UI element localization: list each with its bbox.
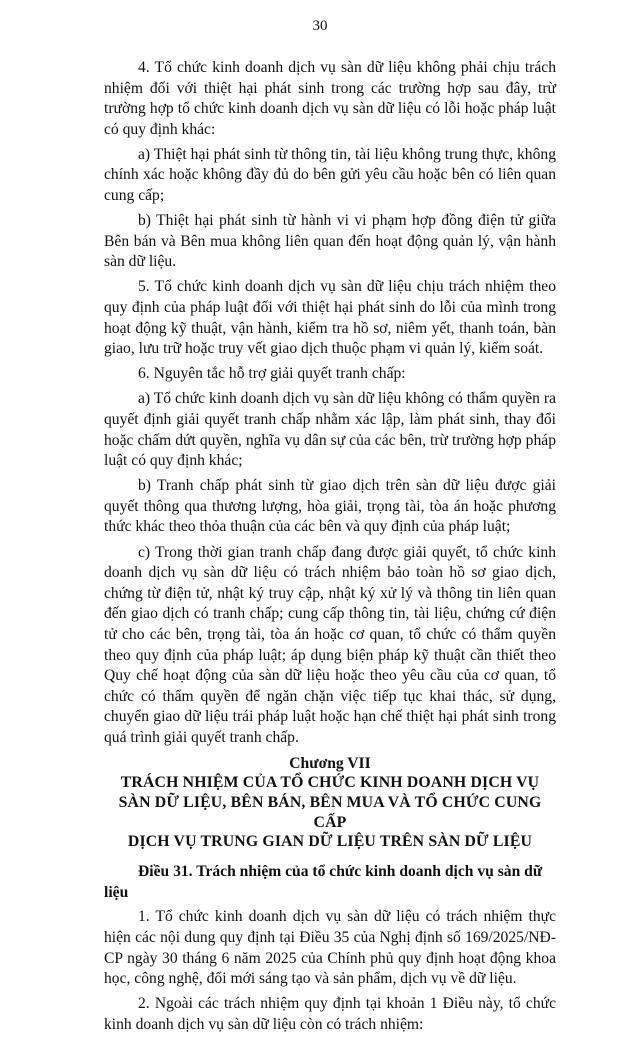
clause-6c-paragraph: c) Trong thời gian tranh chấp đang được giải quyết, tổ chức kinh doanh dịch vụ sàn dữ liệu có trách nhiệm bảo toàn hồ sơ giao dịch, chứng từ điện tử, nhật ký truy cập, nhật ký xử lý và thông tin liên quan đến giao dịch có tranh chấp; cung cấp thông tin, tài liệu, chứng cứ điện tử cho các bên, trọng tài, tòa án hoặc cơ quan, tổ chức có thẩm quyền theo quy định của pháp luật; áp dụng biện pháp kỹ thuật cần thiết theo Quy chế hoạt động của sàn dữ liệu hoặc theo yêu cầu của cơ quan, tổ chức có thẩm quyền để ngăn chặn việc tiếp tục khai thác, sử dụng, chuyển giao dữ liệu trái pháp luật hoặc hạn chế thiệt hại phát sinh trong quá trình giải quyết tranh chấp. <box>104 543 556 746</box>
clause-5-paragraph: 5. Tổ chức kinh doanh dịch vụ sàn dữ liệu chịu trách nhiệm theo quy định của pháp luật đối với thiệt hại phát sinh do lỗi của mình trong hoạt động kỹ thuật, vận hành, kiểm tra hồ sơ, niêm yết, thanh toán, bàn giao, lưu trữ hoặc truy vết giao dịch thuộc phạm vi quản lý, kiểm soát. <box>104 278 556 358</box>
clause-6b-paragraph: b) Tranh chấp phát sinh từ giao dịch trên sàn dữ liệu được giải quyết thông qua thương lượng, hòa giải, trọng tài, tòa án hoặc phương thức khác theo thỏa thuận của các bên và quy định của pháp luật; <box>104 477 556 536</box>
page-number: 30 <box>312 18 328 34</box>
article-clause-2-paragraph: 2. Ngoài các trách nhiệm quy định tại khoản 1 Điều này, tổ chức kinh doanh dịch vụ sàn dữ liệu còn có trách nhiệm: <box>104 995 556 1033</box>
chapter-heading <box>104 754 556 853</box>
chapter-title-line: TRÁCH NHIỆM CỦA TỔ CHỨC KINH DOANH DỊCH VỤ <box>120 774 540 791</box>
document-body <box>104 58 556 1040</box>
clause-4a-paragraph: a) Thiệt hại phát sinh từ thông tin, tài liệu không trung thực, không chính xác hoặc không đầy đủ do bên gửi yêu cầu hoặc bên có liên quan cung cấp; <box>104 145 556 205</box>
clause-6-paragraph: 6. Nguyên tắc hỗ trợ giải quyết tranh chấp: <box>138 365 406 383</box>
article-title: Điều 31. Trách nhiệm của tổ chức kinh doanh dịch vụ sàn dữ liệu <box>104 863 543 901</box>
clause-6a-paragraph: a) Tổ chức kinh doanh dịch vụ sàn dữ liệu không có thẩm quyền ra quyết định giải quyết tranh chấp nhằm xác lập, làm phát sinh, thay đổi hoặc chấm dứt quyền, nghĩa vụ dân sự của các bên, trừ trường hợp pháp luật có quy định khác; <box>104 390 556 470</box>
chapter-title-line: DỊCH VỤ TRUNG GIAN DỮ LIỆU TRÊN SÀN DỮ LIỆU <box>127 833 533 851</box>
clause-4-paragraph: 4. Tổ chức kinh doanh dịch vụ sàn dữ liệu không phải chịu trách nhiệm đối với thiệt hại phát sinh trong các trường hợp sau đây, trừ trường hợp tổ chức kinh doanh dịch vụ sàn dữ liệu có lỗi hoặc pháp luật có quy định khác: <box>104 59 556 138</box>
chapter-number: Chương VII <box>289 754 371 772</box>
article-clause-1-paragraph: 1. Tổ chức kinh doanh dịch vụ sàn dữ liệu có trách nhiệm thực hiện các nội dung quy định tại Điều 35 của Nghị định số 169/2025/NĐ-CP ngày 30 tháng 6 năm 2025 của Chính phủ quy định hoạt động khoa học, công nghệ, đổi mới sáng tạo và sản phẩm, dịch vụ về dữ liệu. <box>104 908 556 988</box>
chapter-title-line: SÀN DỮ LIỆU, BÊN BÁN, BÊN MUA VÀ TỔ CHỨC CUNG CẤP <box>118 793 542 831</box>
clause-4b-paragraph: b) Thiệt hại phát sinh từ hành vi vi phạm hợp đồng điện tử giữa Bên bán và Bên mua không liên quan đến hoạt động quản lý, vận hành sàn dữ liệu. <box>104 212 556 271</box>
